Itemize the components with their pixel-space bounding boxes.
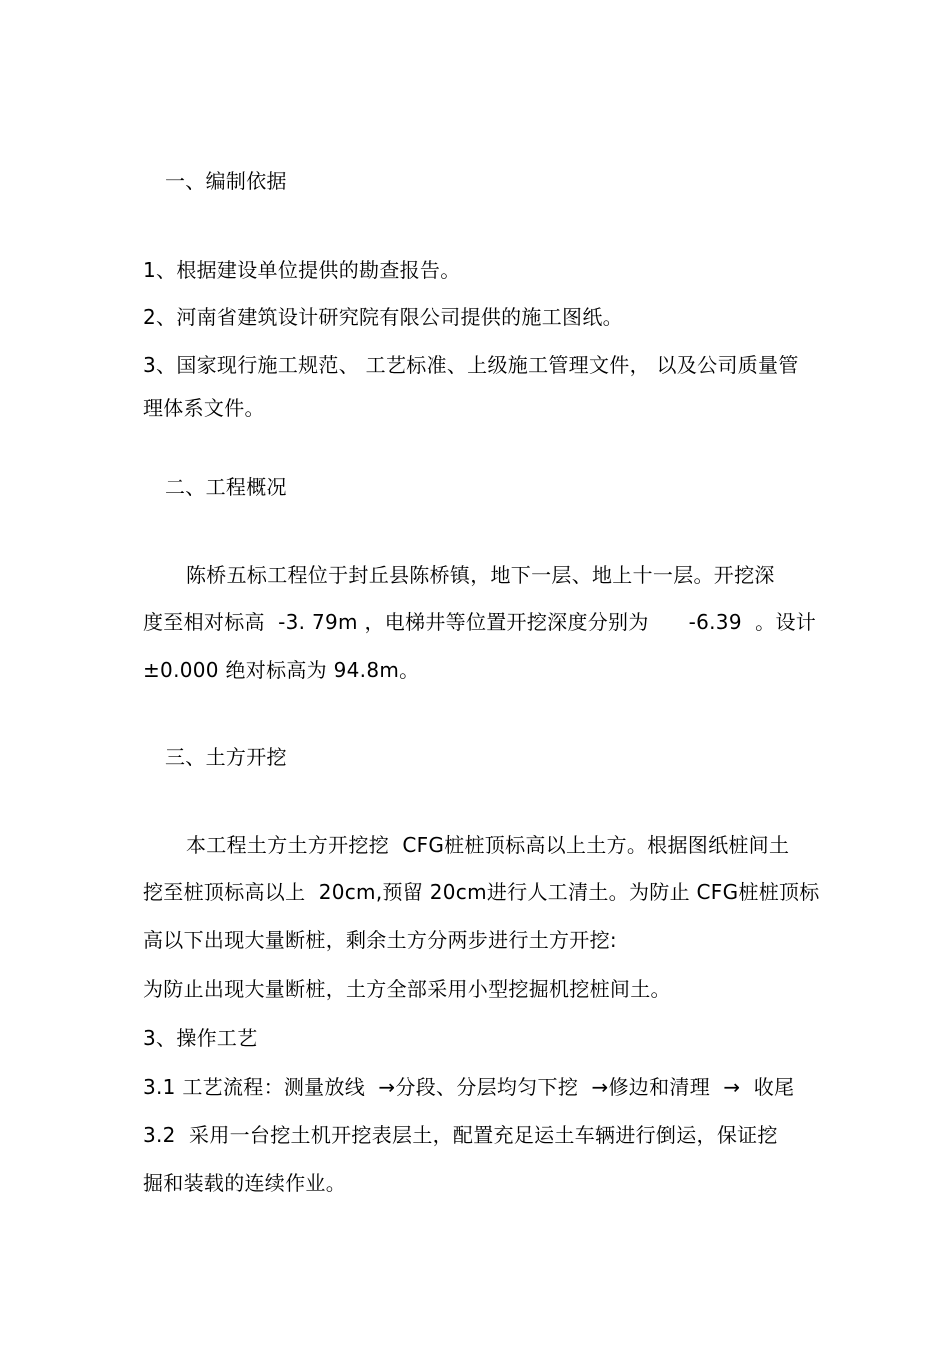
section-1-item-1: 1、根据建设单位提供的勘查报告。: [143, 258, 461, 282]
section-1-heading: 一、编制依据: [165, 169, 287, 193]
section-3-paragraph-line-3: 高以下出现大量断桩，剩余土方分两步进行土方开挖:: [143, 928, 617, 952]
section-3-paragraph-line-1: 本工程土方土方开挖挖 CFG桩桩顶标高以上土方。根据图纸桩间土: [186, 833, 790, 857]
section-3-subheading-operation: 3、操作工艺: [143, 1026, 258, 1050]
section-2-heading: 二、工程概况: [165, 475, 287, 499]
section-3-step-3-2-line-1: 3.2 采用一台挖土机开挖表层土，配置充足运土车辆进行倒运，保证挖: [143, 1123, 778, 1147]
section-3-paragraph-line-2: 挖至桩顶标高以上 20cm,预留 20cm进行人工清土。为防止 CFG桩桩顶标: [143, 880, 820, 904]
section-1-item-3-continued: 理体系文件。: [143, 396, 265, 420]
section-2-paragraph-line-1: 陈桥五标工程位于封丘县陈桥镇，地下一层、地上十一层。开挖深: [186, 563, 775, 587]
section-1-item-3: 3、国家现行施工规范、 工艺标准、上级施工管理文件， 以及公司质量管: [143, 353, 799, 377]
section-3-paragraph-line-4: 为防止出现大量断桩，土方全部采用小型挖掘机挖桩间土。: [143, 977, 671, 1001]
section-3-heading: 三、土方开挖: [165, 745, 287, 769]
section-3-step-3-2-line-2: 掘和装载的连续作业。: [143, 1171, 346, 1195]
section-2-paragraph-line-2: 度至相对标高 -3. 79m ，电梯井等位置开挖深度分别为 -6.39 。设计: [143, 610, 817, 634]
section-2-paragraph-line-3: ±0.000 绝对标高为 94.8m。: [143, 658, 420, 682]
section-1-item-2: 2、河南省建筑设计研究院有限公司提供的施工图纸。: [143, 305, 623, 329]
section-3-process-flow: 3.1 工艺流程：测量放线 →分段、分层均匀下挖 →修边和清理 → 收尾: [143, 1075, 795, 1099]
